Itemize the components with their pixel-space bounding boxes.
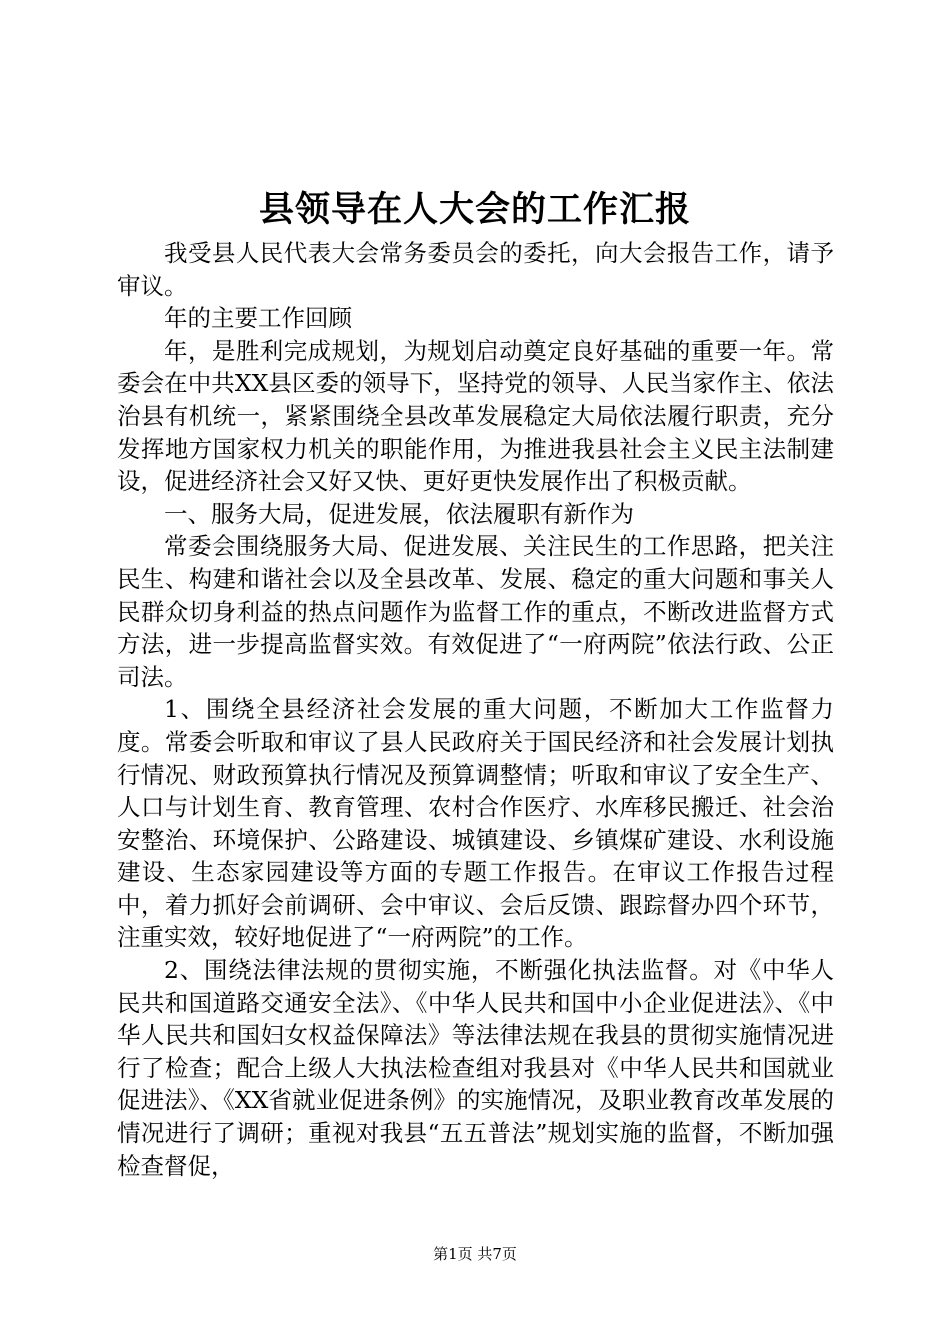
- paragraph-year-summary: 年，是胜利完成规划，为规划启动奠定良好基础的重要一年。常委会在中共XX县区委的领导下，坚持党的领导、人民当家作主、依法治县有机统一，紧紧围绕全县改革发展稳定大局依法履行职责，充分发挥地方国家权力机关的职能作用，为推进我县社会主义民主法制建设，促进经济社会又好又快、更好更快发展作出了积极贡献。: [117, 336, 834, 496]
- paragraph-review-heading: 年的主要工作回顾: [164, 304, 352, 333]
- section-heading-1: 一、服务大局，促进发展，依法履职有新作为: [164, 499, 634, 528]
- document-title: 县领导在人大会的工作汇报: [258, 189, 691, 230]
- paragraph-supervision: 常委会围绕服务大局、促进发展、关注民生的工作思路，把关注民生、构建和谐社会以及全县改革、发展、稳定的重大问题和事关人民群众切身利益的热点问题作为监督工作的重点，不断改进监督方式方法，进一步提高监督实效。有效促进了“一府两院”依法行政、公正司法。: [117, 532, 834, 691]
- page-footer: 第1页 共7页: [433, 1245, 517, 1263]
- paragraph-item-2: 2、围绕法律法规的贯彻实施，不断强化执法监督。对《中华人民共和国道路交通安全法》、《中华人民共和国中小企业促进法》、《中华人民共和国妇女权益保障法》等法律法规在我县的贯彻实施情况进行了检查；配合上级人大执法检查组对我县对《中华人民共和国就业促进法》、《XX省就业促进条例》的实施情况，及职业教育改革发展的情况进行了调研；重视对我县“五五普法”规划实施的监督，不断加强检查督促，: [117, 956, 834, 1180]
- paragraph-item-1: 1、围绕全县经济社会发展的重大问题，不断加大工作监督力度。常委会听取和审议了县人民政府关于国民经济和社会发展计划执行情况、财政预算执行情况及预算调整情；听取和审议了安全生产、人口与计划生育、教育管理、农村合作医疗、水库移民搬迁、社会治安整治、环境保护、公路建设、城镇建设、乡镇煤矿建设、水利设施建设、生态家园建设等方面的专题工作报告。在审议工作报告过程中，着力抓好会前调研、会中审议、会后反馈、跟踪督办四个环节，注重实效，较好地促进了“一府两院”的工作。: [117, 695, 834, 952]
- paragraph-intro: 我受县人民代表大会常务委员会的委托，向大会报告工作，请予审议。: [117, 239, 834, 300]
- document-body: [117, 237, 834, 1182]
